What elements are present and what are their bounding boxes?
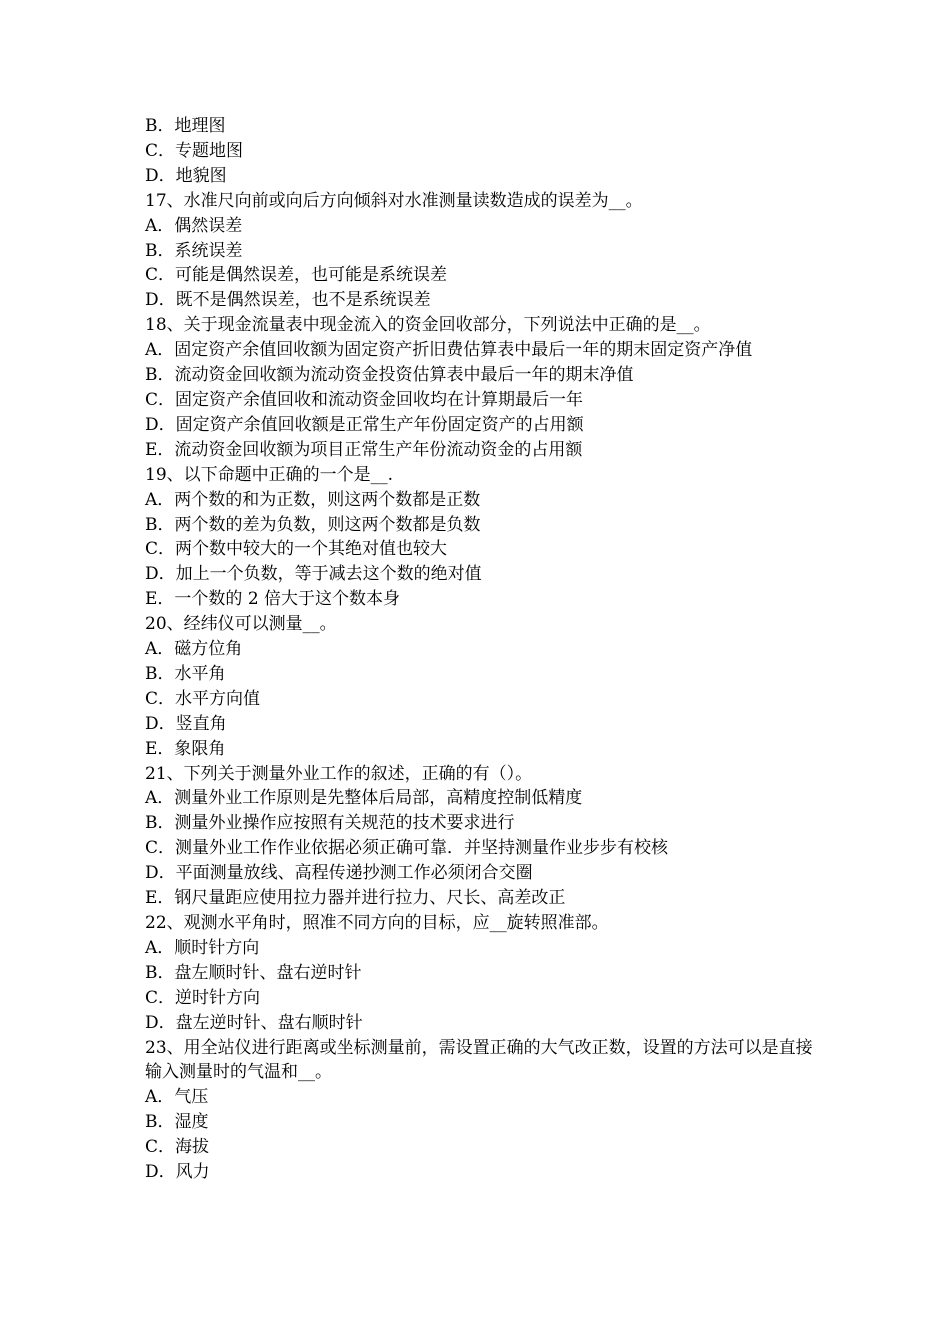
option-line: B．系统误差 [145, 240, 243, 261]
option-line: E．流动资金回收额为项目正常生产年份流动资金的占用额 [145, 439, 583, 460]
option-line: B．流动资金回收额为流动资金投资估算表中最后一年的期末净值 [145, 365, 634, 386]
option-line: A．固定资产余值回收额为固定资产折旧费估算表中最后一年的期末固定资产净值 [145, 340, 753, 361]
option-line: D．竖直角 [145, 713, 227, 734]
option-line: E．钢尺量距应使用拉力器并进行拉力、尺长、高差改正 [145, 888, 566, 909]
option-line: C．逆时针方向 [145, 987, 261, 1008]
option-line: D．加上一个负数，等于减去这个数的绝对值 [145, 564, 482, 585]
option-line: C．水平方向值 [145, 688, 261, 709]
option-line: D．既不是偶然误差，也不是系统误差 [145, 290, 431, 311]
option-line: E．一个数的 2 倍大于这个数本身 [145, 589, 401, 610]
option-line: A．气压 [145, 1087, 209, 1108]
option-line: A．磁方位角 [145, 639, 243, 660]
option-line: B．盘左顺时针、盘右逆时针 [145, 962, 362, 983]
option-line: B．地理图 [145, 116, 226, 136]
option-line: C．测量外业工作作业依据必须正确可靠．并坚持测量作业步步有校核 [145, 838, 669, 859]
option-line: A．测量外业工作原则是先整体后局部，高精度控制低精度 [145, 788, 583, 809]
question-17: 17、水准尺向前或向后方向倾斜对水准测量读数造成的误差为__。 [145, 190, 643, 211]
question-20: 20、经纬仪可以测量__。 [145, 614, 337, 635]
question-22: 22、观测水平角时，照准不同方向的目标，应__旋转照准部。 [145, 913, 609, 933]
option-line: B．测量外业操作应按照有关规范的技术要求进行 [145, 813, 515, 834]
option-line: D．风力 [145, 1162, 210, 1183]
question-18: 18、关于现金流量表中现金流入的资金回收部分，下列说法中正确的是__。 [145, 315, 711, 336]
option-line: E．象限角 [145, 738, 226, 759]
option-line: C．两个数中较大的一个其绝对值也较大 [145, 539, 448, 560]
option-line: C．海拔 [145, 1137, 210, 1158]
option-line: B．两个数的差为负数，则这两个数都是负数 [145, 514, 481, 535]
option-line: C．固定资产余值回收和流动资金回收均在计算期最后一年 [145, 389, 584, 410]
option-line: D．盘左逆时针、盘右顺时针 [145, 1012, 363, 1033]
document-page [145, 114, 815, 1185]
option-line: D．平面测量放线、高程传递抄测工作必须闭合交圈 [145, 863, 533, 884]
option-line: A．偶然误差 [145, 215, 243, 236]
question-21: 21、下列关于测量外业工作的叙述，正确的有（）。 [145, 763, 533, 784]
question-23: 23、用全站仪进行距离或坐标测量前，需设置正确的大气改正数，设置的方法可以是直接输入测量时的气温和__。 [145, 1037, 813, 1083]
option-line: C．专题地图 [145, 140, 244, 161]
option-line: D．地貌图 [145, 165, 227, 186]
option-line: A．顺时针方向 [145, 937, 260, 958]
option-line: A．两个数的和为正数，则这两个数都是正数 [145, 489, 481, 510]
option-line: C．可能是偶然误差，也可能是系统误差 [145, 265, 448, 286]
question-19: 19、以下命题中正确的一个是__. [145, 464, 394, 485]
option-line: B．水平角 [145, 663, 226, 684]
option-line: D．固定资产余值回收额是正常生产年份固定资产的占用额 [145, 414, 584, 435]
option-line: B．湿度 [145, 1112, 209, 1133]
